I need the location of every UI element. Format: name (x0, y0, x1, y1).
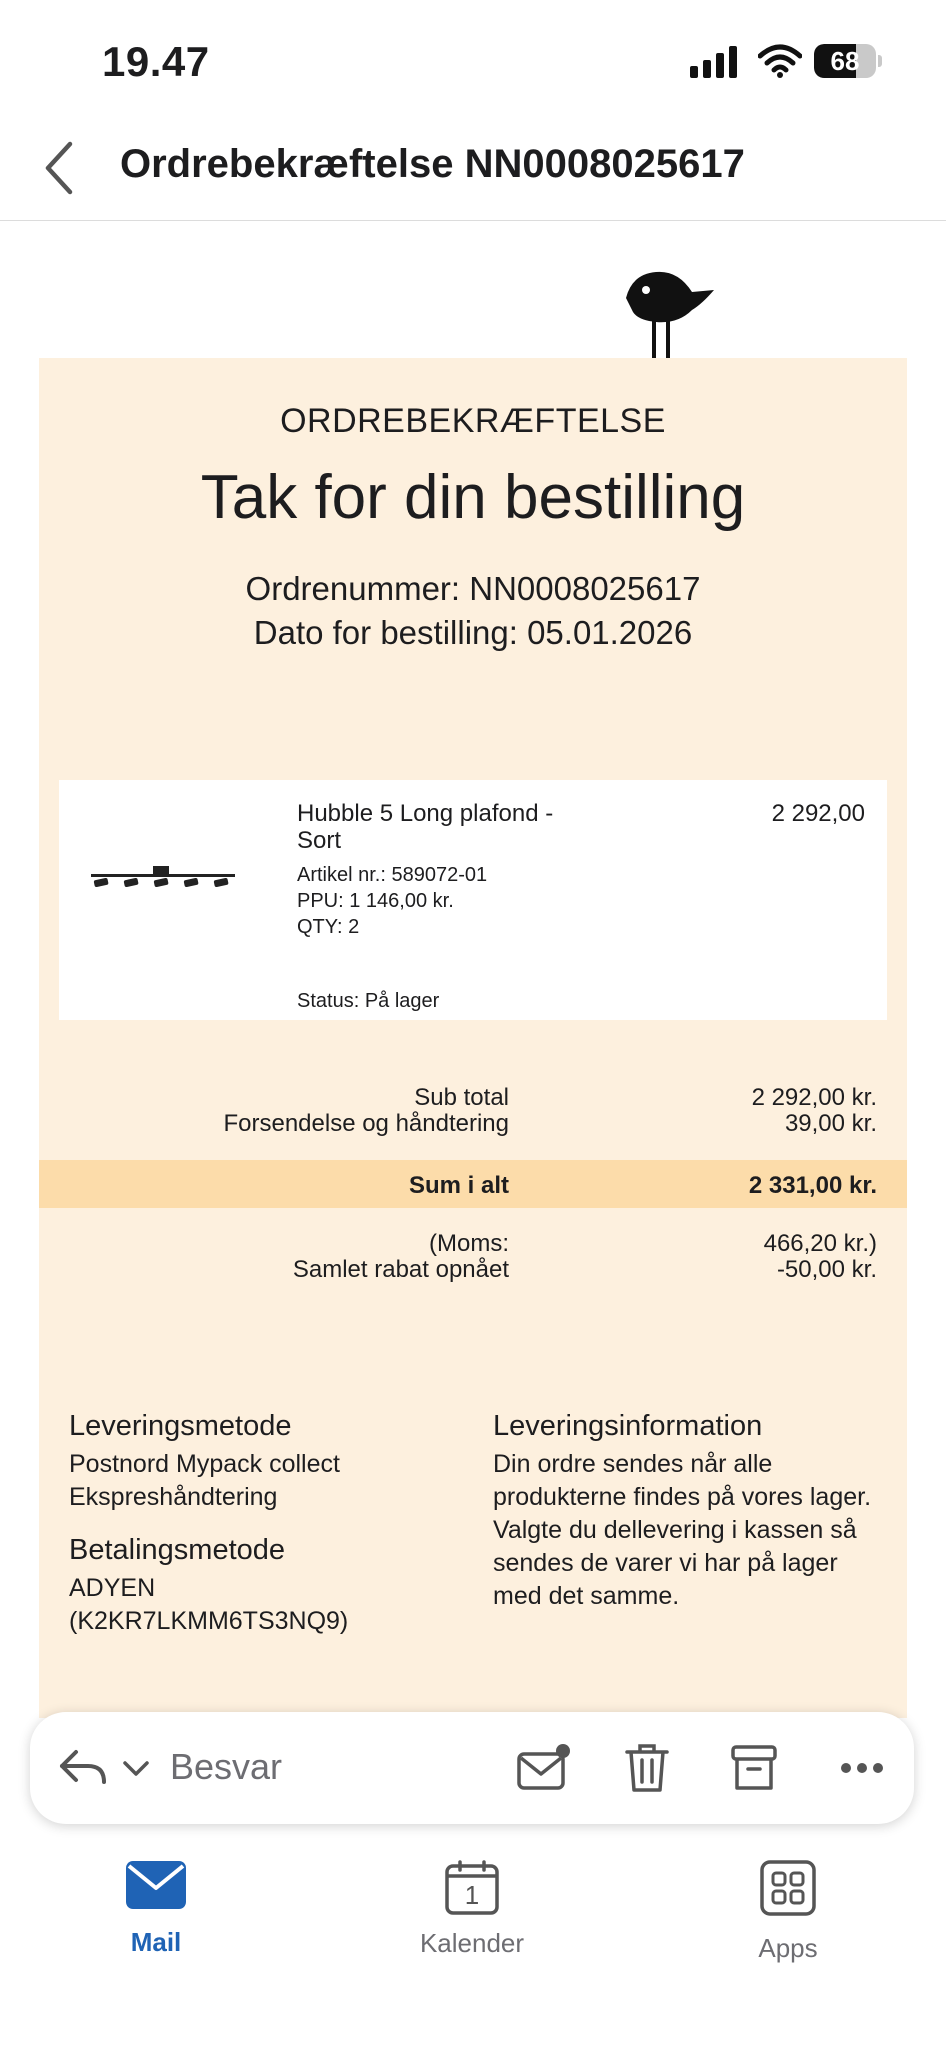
payment-method-line: ADYEN (69, 1574, 156, 1602)
discount-value: -50,00 kr. (776, 1256, 877, 1283)
order-confirmation-card (39, 358, 907, 1718)
email-subject-title: Ordrebekræftelse NN0008025617 (120, 142, 745, 186)
calendar-icon (444, 1860, 500, 1916)
mail-icon (125, 1860, 187, 1910)
tab-apps[interactable] (688, 1860, 888, 1964)
shipping-label: Forsendelse og håndtering (223, 1110, 509, 1137)
subtotal-value: 2 292,00 kr. (751, 1084, 877, 1111)
header-divider (0, 220, 946, 221)
delivery-info-text: Din ordre sendes når alle produkterne findes på vores lager. Valgte du dellevering i kassen så sendes de varer vi har på lager med det samme. (493, 1450, 872, 1610)
tab-calendar-label: Kalender (419, 1928, 525, 1958)
chevron-down-icon[interactable] (122, 1760, 150, 1778)
email-eyebrow: ORDREBEKRÆFTELSE (280, 402, 666, 440)
total-label: Sum i alt (408, 1172, 509, 1199)
back-chevron-icon[interactable] (40, 140, 80, 196)
order-date: Dato for bestilling: 05.01.2026 (253, 614, 693, 651)
email-headline: Tak for din bestilling (200, 463, 746, 532)
delivery-method-heading: Leveringsmetode (69, 1410, 292, 1442)
tab-mail[interactable] (56, 1860, 256, 1958)
more-options-icon[interactable] (840, 1762, 884, 1774)
total-value: 2 331,00 kr. (748, 1172, 877, 1199)
reply-icon[interactable] (58, 1748, 108, 1788)
battery-percent: 68 (830, 46, 860, 76)
reply-button[interactable]: Besvar (170, 1746, 283, 1787)
battery-icon (814, 44, 878, 78)
payment-method-heading: Betalingsmetode (69, 1534, 286, 1566)
tab-mail-label: Mail (130, 1927, 182, 1957)
delivery-method-line: Ekspreshåndtering (69, 1483, 278, 1511)
order-number: Ordrenummer: NN0008025617 (245, 570, 701, 607)
shipping-value: 39,00 kr. (784, 1110, 877, 1137)
bottom-tab-bar (0, 1840, 946, 2048)
product-stock-status: Status: På lager (297, 990, 440, 1012)
delivery-info-heading: Leveringsinformation (493, 1410, 763, 1442)
message-action-bar (30, 1712, 914, 1824)
cellular-signal-icon (690, 46, 738, 78)
product-thumbnail (91, 862, 235, 902)
archive-icon[interactable] (730, 1744, 778, 1792)
bird-logo-icon (622, 270, 718, 360)
status-time: 19.47 (102, 38, 210, 85)
calendar-day: 1 (464, 1880, 480, 1910)
discount-label: Samlet rabat opnået (292, 1256, 509, 1283)
delivery-method-line: Postnord Mypack collect (69, 1450, 340, 1478)
trash-icon[interactable] (624, 1742, 670, 1794)
vat-value: 466,20 kr.) (763, 1230, 877, 1257)
product-name[interactable]: Hubble 5 Long plafond - Sort (297, 800, 554, 854)
tab-calendar[interactable] (372, 1860, 572, 1959)
product-article-number: Artikel nr.: 589072-01 (297, 864, 488, 886)
mark-unread-icon[interactable] (516, 1742, 572, 1794)
tab-apps-label: Apps (758, 1933, 818, 1963)
wifi-icon (758, 44, 802, 78)
product-row (59, 780, 887, 1020)
payment-reference: (K2KR7LKMM6TS3NQ9) (69, 1607, 349, 1635)
vat-label: (Moms: (429, 1230, 509, 1257)
product-quantity: QTY: 2 (297, 916, 360, 938)
subtotal-label: Sub total (414, 1084, 509, 1111)
product-price: 2 292,00 (771, 800, 865, 827)
apps-grid-icon (760, 1860, 816, 1916)
product-unit-price: PPU: 1 146,00 kr. (297, 890, 454, 912)
